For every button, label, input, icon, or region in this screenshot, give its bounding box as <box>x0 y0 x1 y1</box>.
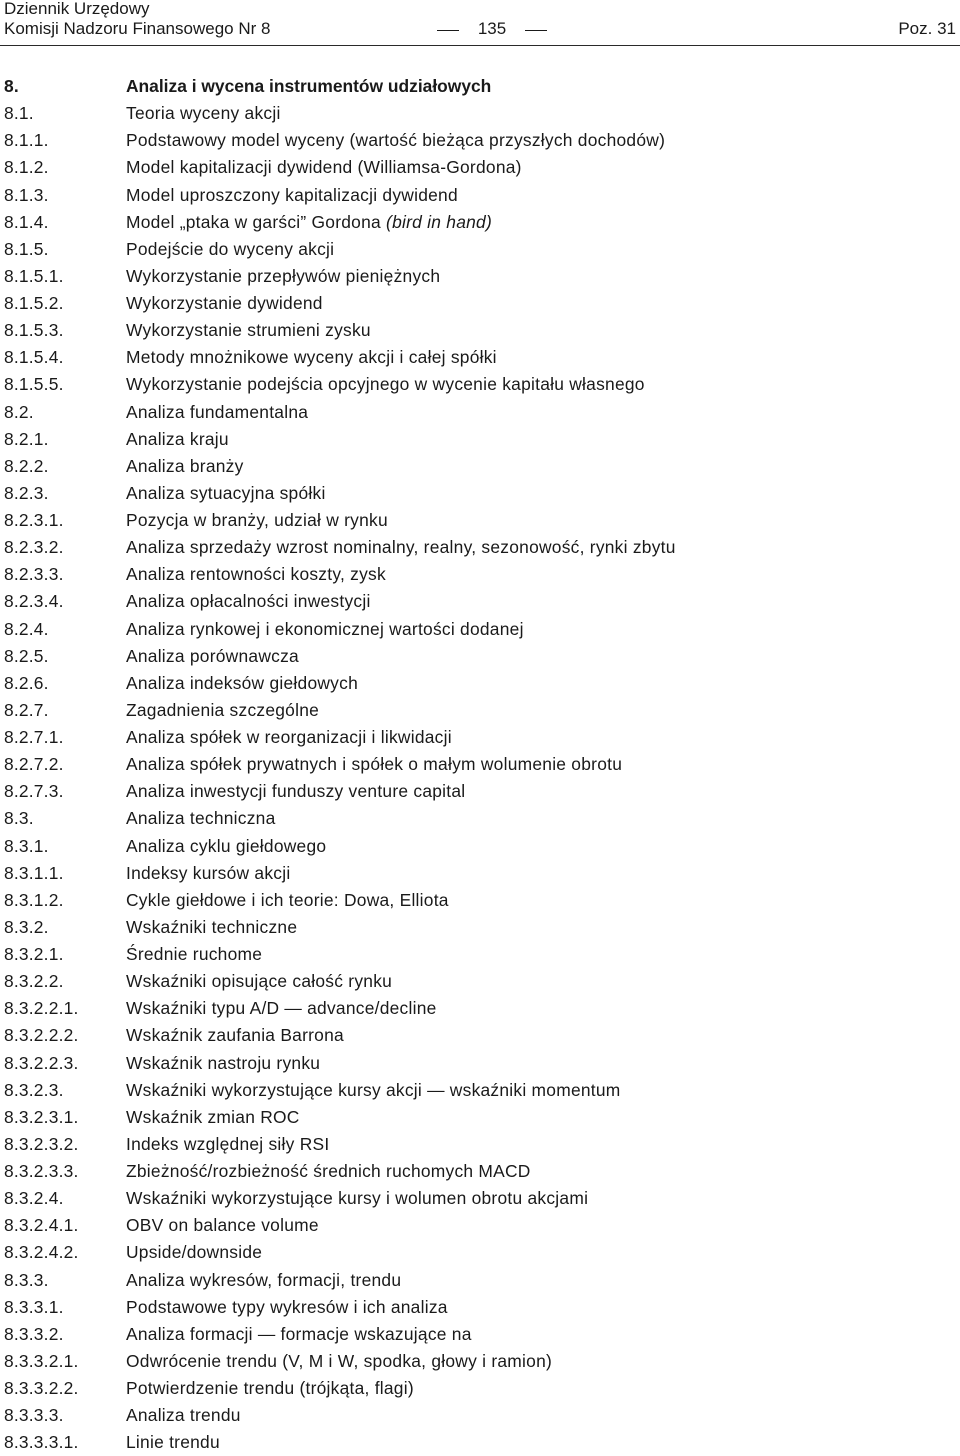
toc-entry-title-text: Pozycja w branży, udział w rynku <box>126 510 388 530</box>
toc-entry-number: 8.1.1. <box>4 130 49 151</box>
toc-entry-title-text: Wskaźniki typu A/D — advance/decline <box>126 998 437 1019</box>
toc-entry-title-text: Indeks względnej siły RSI <box>126 1133 330 1154</box>
toc-entry-number: 8.2.3.4. <box>4 591 64 612</box>
toc-entry-number: 8.3.2. <box>4 916 49 937</box>
toc-entry-number: 8.2.7.2. <box>4 754 64 775</box>
toc-entry-title <box>126 833 326 860</box>
toc-entry <box>0 290 960 317</box>
page-header <box>0 0 960 46</box>
toc-entry-title-text: Analiza inwestycji funduszy venture capital <box>126 781 466 802</box>
toc-entry-title-text: Model uproszczony kapitalizacji dywidend <box>126 184 458 205</box>
toc-entry-number: 8.2.3. <box>4 482 49 503</box>
toc-entry-number: 8.3.2.2. <box>4 971 64 992</box>
toc-entry <box>0 561 960 588</box>
toc-entry-number: 8.2.7.1. <box>4 727 64 747</box>
toc-entry-number: 8.3.2.3.1. <box>4 1106 79 1127</box>
toc-entry-title <box>126 616 524 643</box>
toc-entry-title <box>126 127 665 154</box>
toc-entry-title <box>126 751 622 778</box>
toc-entry-title <box>126 1077 621 1104</box>
toc-entry <box>0 426 960 453</box>
toc-entry-number: 8.3.2.3.3. <box>4 1161 79 1181</box>
toc-entry-number: 8.2.2. <box>4 455 49 476</box>
toc-entry <box>0 995 960 1022</box>
toc-entry-title <box>126 1158 531 1185</box>
toc-entry-title-text: Wskaźniki wykorzystujące kursy akcji — wskaźniki momentum <box>126 1079 621 1100</box>
toc-entry-title-text: Potwierdzenie trendu (trójkąta, flagi) <box>126 1378 414 1398</box>
toc-entry-number: 8.2.4. <box>4 618 49 639</box>
toc-entry-number: 8.1.4. <box>4 211 49 232</box>
toc-entry <box>0 1321 960 1348</box>
toc-entry <box>0 724 960 751</box>
toc-entry-number: 8.3.3.2.1. <box>4 1350 79 1371</box>
toc-entry-title <box>126 236 334 263</box>
toc-entry-title-text: Odwrócenie trendu (V, M i W, spodka, głowy i ramion) <box>126 1350 553 1371</box>
toc-entry-number: 8.3.3.2. <box>4 1323 64 1344</box>
toc-entry-number: 8.3.2.3.2. <box>4 1133 79 1154</box>
toc-entry-title-text: OBV on balance volume <box>126 1215 319 1236</box>
toc-entry-number: 8. <box>4 76 19 96</box>
page-number-block <box>437 19 547 39</box>
toc-entry <box>0 100 960 127</box>
toc-entry-number: 8.3.3.1. <box>4 1296 64 1317</box>
toc-entry-title-text: Wskaźnik zmian ROC <box>126 1106 300 1127</box>
toc-entry <box>0 805 960 832</box>
toc-entry-number: 8.3.3.2.2. <box>4 1378 79 1398</box>
toc-entry <box>0 317 960 344</box>
toc-entry-title <box>126 1348 552 1375</box>
toc-entry <box>0 73 960 100</box>
toc-entry-title-text: Analiza i wycena instrumentów udziałowych <box>126 76 492 96</box>
toc-entry-number: 8.1.5. <box>4 238 49 259</box>
toc-entry-title <box>126 1321 472 1348</box>
toc-entry-number: 8.3.1. <box>4 835 49 856</box>
toc-entry-title-text: Analiza sprzedaży wzrost nominalny, realny, sezonowość, rynki zbytu <box>126 537 676 558</box>
toc-entry <box>0 1158 960 1185</box>
toc-entry <box>0 534 960 561</box>
toc-entry-title-text: Analiza sytuacyjna spółki <box>126 482 326 503</box>
toc-entry-number: 8.1.5.5. <box>4 374 64 395</box>
toc-entry <box>0 1429 960 1456</box>
toc-entry-title <box>126 480 326 507</box>
toc-entry-title <box>126 399 308 426</box>
toc-entry-title <box>126 860 290 887</box>
page-number: 135 <box>477 19 507 38</box>
toc-entry <box>0 1375 960 1402</box>
toc-entry <box>0 263 960 290</box>
toc-entry-title <box>126 1212 319 1239</box>
toc-entry <box>0 371 960 398</box>
toc-entry <box>0 236 960 263</box>
toc-entry-number: 8.3.2.4. <box>4 1188 64 1209</box>
toc-entry-title-italic: (bird in hand) <box>386 211 493 232</box>
toc-entry-title-text: Analiza formacji — formacje wskazujące na <box>126 1323 472 1344</box>
toc-entry <box>0 182 960 209</box>
toc-entry-title-text: Średnie ruchome <box>126 944 263 964</box>
toc-entry-number: 8.3.3.3.1. <box>4 1432 79 1453</box>
toc-entry <box>0 1104 960 1131</box>
toc-entry-number: 8.2.7. <box>4 699 49 720</box>
toc-entry-title-text: Analiza techniczna <box>126 808 276 829</box>
toc-entry-title <box>126 453 244 480</box>
toc-entry-number: 8.1. <box>4 103 34 124</box>
toc-entry-number: 8.2.1. <box>4 428 49 449</box>
toc-entry-number: 8.1.5.3. <box>4 320 64 341</box>
toc-entry-title-text: Wskaźniki wykorzystujące kursy i wolumen obrotu akcjami <box>126 1188 589 1209</box>
toc-entry-title <box>126 209 492 236</box>
toc-entry-title-text: Analiza fundamentalna <box>126 401 309 422</box>
toc-entry-number: 8.3.3.3. <box>4 1405 64 1426</box>
toc-entry <box>0 399 960 426</box>
toc-entry-title-text: Linie trendu <box>126 1432 220 1453</box>
toc-entry <box>0 616 960 643</box>
toc-entry-title <box>126 263 440 290</box>
toc-entry <box>0 670 960 697</box>
journal-title: Dziennik Urzędowy <box>4 0 150 18</box>
toc-entry-title <box>126 426 229 453</box>
toc-entry-title-text: Wskaźniki opisujące całość rynku <box>126 971 393 992</box>
toc-entry-number: 8.2.7.3. <box>4 781 64 802</box>
toc-entry-title <box>126 1022 344 1049</box>
toc-entry-title <box>126 968 392 995</box>
toc-entry-number: 8.1.5.4. <box>4 347 64 368</box>
toc-entry-title-text: Analiza spółek prywatnych i spółek o małym wolumenie obrotu <box>126 754 623 775</box>
toc-entry-number: 8.3.2.4.2. <box>4 1242 79 1263</box>
toc-entry-number: 8.3.2.2.1. <box>4 998 79 1019</box>
toc-entry-title <box>126 344 497 371</box>
toc-entry <box>0 833 960 860</box>
toc-entry-title-text: Analiza branży <box>126 455 244 476</box>
toc-entry <box>0 209 960 236</box>
toc-entry-title <box>126 914 297 941</box>
toc-entry-title <box>126 697 319 724</box>
toc-entry <box>0 643 960 670</box>
toc-entry-number: 8.2. <box>4 401 34 422</box>
toc-entry-title <box>126 1104 300 1131</box>
toc-entry-title-text: Model „ptaka w garści” Gordona <box>126 211 381 232</box>
toc-entry-title <box>126 1239 262 1266</box>
toc-entry <box>0 887 960 914</box>
toc-entry <box>0 751 960 778</box>
toc-entry-title-text: Wykorzystanie przepływów pieniężnych <box>126 265 441 286</box>
toc-entry-title <box>126 1050 320 1077</box>
toc-entry-number: 8.3.2.3. <box>4 1079 64 1100</box>
toc-entry-title-text: Analiza trendu <box>126 1405 241 1426</box>
header-rule <box>0 45 960 46</box>
toc-entry-title <box>126 1429 220 1456</box>
toc-entry-number: 8.2.3.3. <box>4 564 64 585</box>
toc-entry-number: 8.3.1.2. <box>4 889 64 910</box>
toc-entry <box>0 1185 960 1212</box>
toc-entry-title <box>126 154 522 181</box>
toc-entry-title-text: Analiza indeksów giełdowych <box>126 672 358 693</box>
toc-entry-title-text: Model kapitalizacji dywidend (Williamsa-Gordona) <box>126 157 522 178</box>
toc-entry-title-text: Analiza porównawcza <box>126 645 299 666</box>
toc-entry-number: 8.3.3. <box>4 1269 49 1290</box>
toc-entry <box>0 344 960 371</box>
toc-entry <box>0 1022 960 1049</box>
toc-entry <box>0 154 960 181</box>
toc-entry-title-text: Analiza opłacalności inwestycji <box>126 591 371 612</box>
toc-entry-number: 8.3.2.4.1. <box>4 1215 79 1236</box>
toc-entry <box>0 1212 960 1239</box>
toc-entry-title <box>126 73 491 100</box>
toc-entry <box>0 1294 960 1321</box>
toc-entry <box>0 1348 960 1375</box>
toc-entry <box>0 860 960 887</box>
toc-entry <box>0 1131 960 1158</box>
toc-entry-number: 8.1.3. <box>4 184 49 205</box>
toc-entry-title-text: Teoria wyceny akcji <box>126 103 281 124</box>
toc-entry-title <box>126 100 281 127</box>
toc-entry-title <box>126 805 276 832</box>
toc-entry-title <box>126 643 299 670</box>
toc-entry-title <box>126 1294 448 1321</box>
toc-entry-title <box>126 182 458 209</box>
toc-entry-title-text: Analiza spółek w reorganizacji i likwidacji <box>126 727 452 747</box>
toc-entry-title-text: Analiza kraju <box>126 428 229 449</box>
toc-entry <box>0 480 960 507</box>
toc-entry-title <box>126 941 262 968</box>
toc-entry <box>0 1077 960 1104</box>
toc-entry-number: 8.2.3.1. <box>4 510 64 530</box>
toc-entry-title-text: Indeksy kursów akcji <box>126 862 291 883</box>
toc-entry-title-text: Analiza cyklu giełdowego <box>126 835 327 856</box>
toc-entry-title <box>126 290 323 317</box>
toc-entry <box>0 1402 960 1429</box>
toc-entry-title-text: Wskaźnik nastroju rynku <box>126 1052 321 1073</box>
toc-entry-title <box>126 317 371 344</box>
page-number-dash-right <box>525 30 547 31</box>
toc-entry-number: 8.1.2. <box>4 157 49 178</box>
toc-entry-title-text: Wskaźnik zaufania Barrona <box>126 1025 344 1046</box>
toc-entry-title <box>126 1267 401 1294</box>
toc-entry-title <box>126 1185 588 1212</box>
toc-entry-number: 8.3.2.2.2. <box>4 1025 79 1046</box>
toc-entry <box>0 968 960 995</box>
toc-entry <box>0 941 960 968</box>
toc-entry-title <box>126 724 452 751</box>
toc-entry-title <box>126 670 358 697</box>
table-of-contents <box>0 73 960 1456</box>
toc-entry <box>0 127 960 154</box>
toc-entry-title <box>126 1131 329 1158</box>
toc-entry-title-text: Wskaźniki techniczne <box>126 916 298 937</box>
toc-entry-title <box>126 588 371 615</box>
toc-entry <box>0 453 960 480</box>
toc-entry-title-text: Analiza rentowności koszty, zysk <box>126 564 386 585</box>
toc-entry <box>0 1267 960 1294</box>
toc-entry <box>0 697 960 724</box>
toc-entry-title-text: Podstawowe typy wykresów i ich analiza <box>126 1296 448 1317</box>
toc-entry <box>0 507 960 534</box>
toc-entry-title-text: Analiza rynkowej i ekonomicznej wartości dodanej <box>126 618 524 639</box>
toc-entry-number: 8.2.5. <box>4 645 49 666</box>
toc-entry-number: 8.1.5.2. <box>4 293 64 313</box>
toc-entry-title-text: Podejście do wyceny akcji <box>126 238 335 259</box>
toc-entry <box>0 1050 960 1077</box>
toc-entry <box>0 778 960 805</box>
toc-entry-title <box>126 534 676 561</box>
toc-entry-title <box>126 995 437 1022</box>
toc-entry-title-text: Zagadnienia szczególne <box>126 699 320 720</box>
toc-entry-title <box>126 1402 241 1429</box>
toc-entry-number: 8.1.5.1. <box>4 265 64 286</box>
toc-entry-title-text: Wykorzystanie strumieni zysku <box>126 320 371 341</box>
toc-entry-number: 8.3.2.2.3. <box>4 1052 79 1073</box>
toc-entry-number: 8.3. <box>4 808 34 829</box>
toc-entry <box>0 588 960 615</box>
toc-entry-title <box>126 1375 414 1402</box>
toc-entry-title-text: Wykorzystanie dywidend <box>126 293 323 313</box>
toc-entry-number: 8.3.1.1. <box>4 862 64 883</box>
toc-entry-title <box>126 887 449 914</box>
page-number-dash-left <box>437 30 459 31</box>
toc-entry-number: 8.2.6. <box>4 672 49 693</box>
journal-issue: Komisji Nadzoru Finansowego Nr 8 <box>4 19 271 38</box>
toc-entry-title <box>126 371 645 398</box>
toc-entry-title-text: Cykle giełdowe i ich teorie: Dowa, Elliota <box>126 889 449 910</box>
toc-entry-title-text: Wykorzystanie podejścia opcyjnego w wycenie kapitału własnego <box>126 374 645 395</box>
toc-entry-number: 8.3.2.1. <box>4 944 64 964</box>
toc-entry-title <box>126 507 388 534</box>
toc-entry <box>0 914 960 941</box>
toc-entry-title-text: Upside/downside <box>126 1242 263 1263</box>
toc-entry <box>0 1239 960 1266</box>
toc-entry-title-text: Analiza wykresów, formacji, trendu <box>126 1269 402 1290</box>
toc-entry-title-text: Zbieżność/rozbieżność średnich ruchomych MACD <box>126 1161 531 1181</box>
toc-entry-title-text: Metody mnożnikowe wyceny akcji i całej spółki <box>126 347 497 368</box>
position-label: Poz. 31 <box>898 19 956 38</box>
toc-entry-title-text: Podstawowy model wyceny (wartość bieżąca przyszłych dochodów) <box>126 130 666 151</box>
toc-entry-title <box>126 778 465 805</box>
toc-entry-number: 8.2.3.2. <box>4 537 64 558</box>
toc-entry-title <box>126 561 386 588</box>
